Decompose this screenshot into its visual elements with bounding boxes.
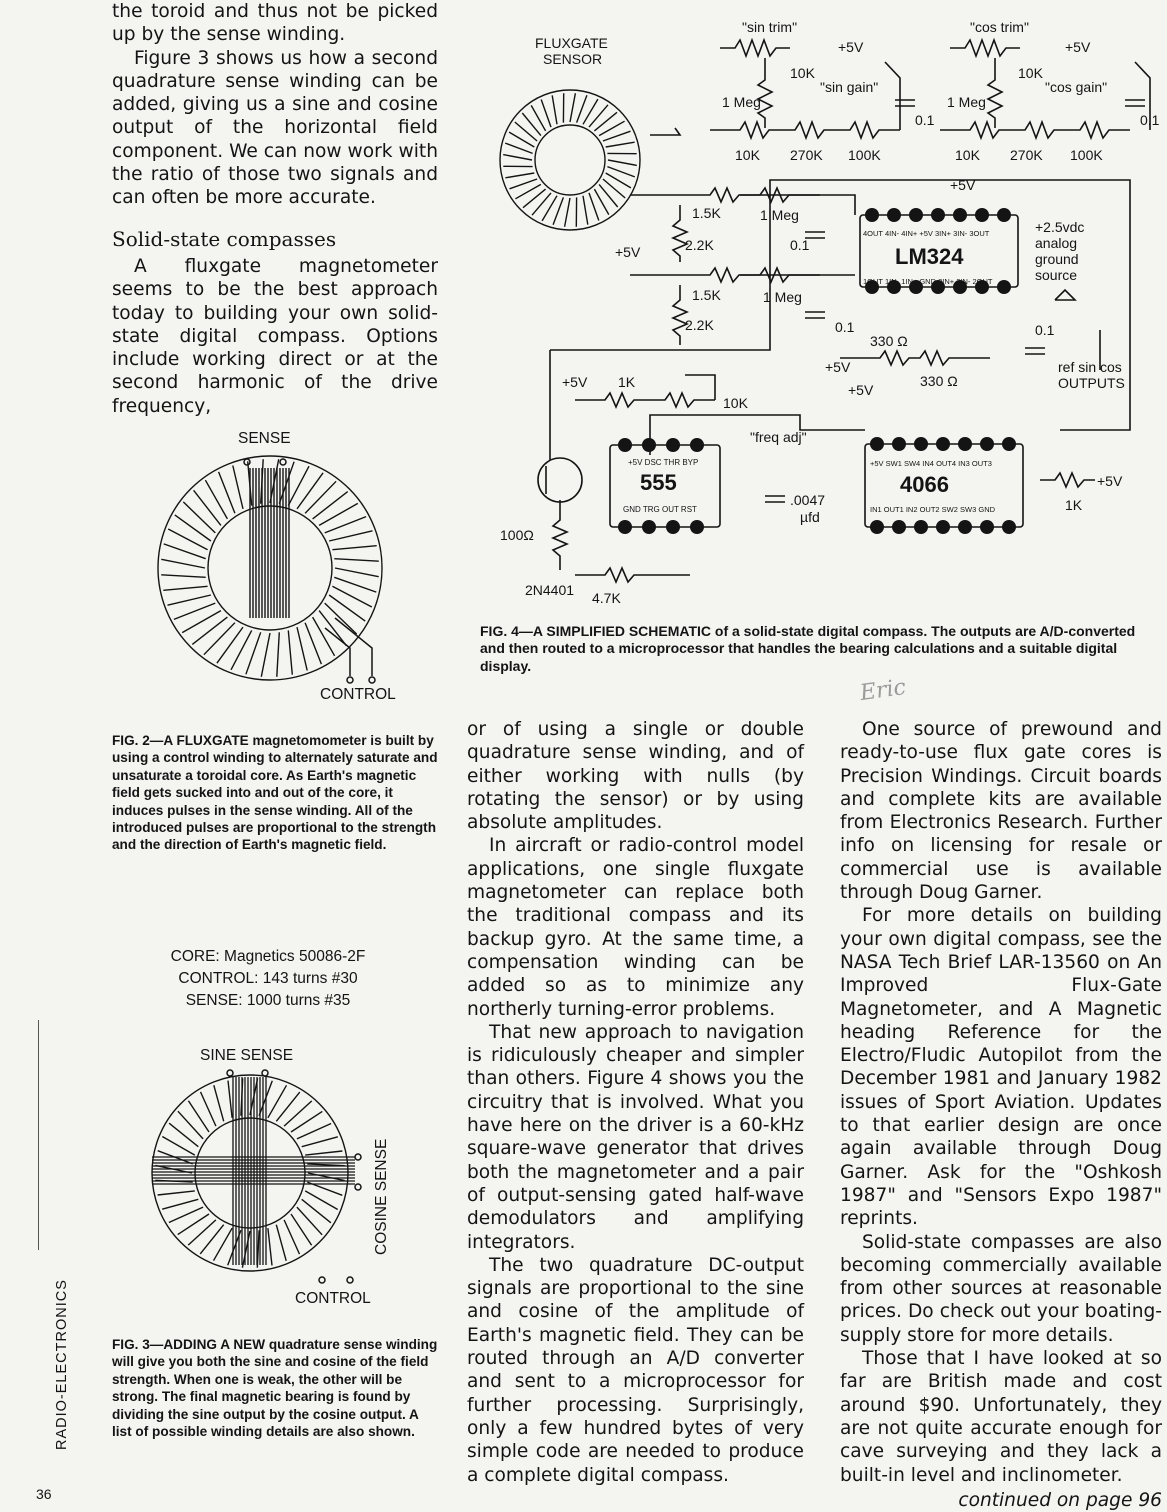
fluxgate-label-2: SENSOR — [543, 51, 602, 67]
fig4-caption — [480, 623, 1162, 675]
r-1-5k-bottom: 1.5K — [692, 287, 721, 303]
plus5v-lower-a: +5V — [825, 359, 851, 375]
plus5v-4066: +5V — [1097, 473, 1123, 489]
r-1k-555: 1K — [618, 374, 636, 390]
r-1k-4066: 1K — [1065, 497, 1083, 513]
winding-specs — [150, 946, 386, 1012]
fig3-cosine-sense-label: COSINE SENSE — [373, 1139, 391, 1255]
fig2-sense-label: SENSE — [238, 430, 291, 448]
r-10k-555: 10K — [723, 395, 749, 411]
cos-trim-label: "cos trim" — [970, 19, 1029, 35]
r-10k-sin: 10K — [790, 65, 816, 81]
r-4-7k: 4.7K — [592, 590, 621, 606]
col3-paragraph-2: For more details on building your own digital compass, see the NASA Tech Brief LAR-13560 on An Improved Flux-Gate Magnetometer, and A Magnetic heading Reference for the Electro/Fludic Autopilot from the December 1981 and January 1982 issues of Sport Aviation. Updates to that earlier design are once again available through Doug Garner. Ask for the "Oshkosh 1987" and "Sensors Expo 1987" reprints. — [840, 904, 1162, 1230]
spec-sense: SENSE: 1000 turns #35 — [150, 990, 386, 1012]
magazine-name: RADIO-ELECTRONICS — [54, 1279, 70, 1450]
outputs-row-1: ref sin cos — [1058, 359, 1122, 375]
lm324-label: LM324 — [895, 244, 964, 269]
c-01-cos: 0.1 — [1140, 112, 1160, 128]
plus5v-555: +5V — [562, 374, 588, 390]
ic4066-bottom-pins: IN1 OUT1 IN2 OUT2 SW2 SW3 GND — [870, 505, 996, 514]
sin-gain-label: "sin gain" — [820, 79, 878, 95]
plus5v-cos-trim: +5V — [1065, 39, 1091, 55]
col2-paragraph-1: or of using a single or double quadrature sense winding, and of either working with nulls (by rotating the sensor) or by using absolute amplitudes. — [467, 718, 804, 834]
fig3-toroid — [152, 1075, 348, 1271]
fig2-caption — [112, 732, 438, 854]
r-10k-sin-2: 10K — [735, 147, 761, 163]
margin-rule — [38, 1020, 39, 1250]
ic555-label: 555 — [640, 470, 677, 495]
fig2-toroid-drawing — [150, 448, 410, 688]
paragraph-figure-3: Figure 3 shows us how a second quadrature sense winding can be added, giving us a sine and cosine output of the horizontal field component. We can now work with the ratio of those two signals and can often be more accurate. — [112, 47, 438, 210]
c-0047: .0047 — [790, 492, 825, 508]
r-270k-cos: 270K — [1010, 147, 1043, 163]
fig2-control-label: CONTROL — [320, 686, 396, 704]
fig3-control-label: CONTROL — [295, 1290, 371, 1308]
col2-paragraph-2: In aircraft or radio-control model applications, one single fluxgate magnetometer can replace both the traditional compass and its backup gyro. At the same time, a compensation winding can be added so as to minimize any northerly turning-error problems. — [467, 834, 804, 1020]
handwritten-note: Eric — [858, 675, 907, 706]
fig3-caption — [112, 1336, 438, 1440]
plus5v-lower-b: +5V — [848, 382, 874, 398]
ic555-bottom-pins: GND TRG OUT RST — [623, 505, 697, 514]
c-01-bottom: 0.1 — [835, 319, 855, 335]
r-100k-sin: 100K — [848, 147, 881, 163]
fig4-sensor-toroid — [500, 90, 640, 230]
lm324-bottom-pins: 1OUT 1IN- 1IN+ GND 2IN+ 2IN- 2OUT — [863, 277, 993, 286]
paragraph-continuation: the toroid and thus not be picked up by the sense winding. — [112, 0, 438, 47]
plus5v-sensor: +5V — [615, 244, 641, 260]
cos-gain-label: "cos gain" — [1045, 79, 1107, 95]
r-10k-cos: 10K — [1018, 65, 1044, 81]
r-1meg-top: 1 Meg — [760, 207, 799, 223]
analog-ground-3: ground — [1035, 251, 1079, 267]
analog-ground-4: source — [1035, 267, 1077, 283]
r-2-2k-top: 2.2K — [685, 237, 714, 253]
sin-trim-label: "sin trim" — [742, 19, 797, 35]
ic4066-label: 4066 — [900, 472, 949, 497]
c-01-sin: 0.1 — [915, 112, 935, 128]
fig4-schematic — [480, 0, 1167, 612]
fluxgate-label-1: FLUXGATE — [535, 35, 608, 51]
page-number: 36 — [36, 1486, 52, 1502]
r-100ohm: 100Ω — [500, 527, 534, 543]
fig3-caption-body: winding will give you both the sine and cosine of the field strength. When one is weak, the other will be strong. The final magnetic bearing is found by dividing the sine output by the cosine output. A list of possible winding details are also shown. — [112, 1337, 437, 1439]
column-1-text — [112, 0, 438, 418]
fig3-caption-lead: FIG. 3—ADDING A NEW quadrature sense — [112, 1337, 382, 1352]
r-1meg-sin: 1 Meg — [722, 94, 761, 110]
col3-paragraph-4: Those that I have looked at so far are British made and cost around $90. Unfortunately, they are not quite accurate enough for cave surveying and they lack a built-in level and inclinometer. — [840, 1347, 1162, 1487]
r-270k-sin: 270K — [790, 147, 823, 163]
r-330-a: 330 Ω — [870, 333, 908, 349]
r-1meg-bottom: 1 Meg — [763, 289, 802, 305]
spec-core: CORE: Magnetics 50086-2F — [150, 946, 386, 968]
r-330-b: 330 Ω — [920, 373, 958, 389]
c-ufd: µfd — [800, 509, 820, 525]
spec-control: CONTROL: 143 turns #30 — [150, 968, 386, 990]
fig2-caption-body: built by using a control winding to alternately saturate and unsaturate a toroidal core. As Earth's magnetic field gets sucked into and out of the core, it induces pulses in the sense winding. All of the introduced pulses are proportional to the strength and the direction of Earth's magnetic field. — [112, 733, 438, 852]
column-2-text — [467, 718, 804, 1487]
lm324-top-pins: 4OUT 4IN- 4IN+ +5V 3IN+ 3IN- 3OUT — [863, 229, 990, 238]
plus5v-lm324: +5V — [950, 177, 976, 193]
fig4-caption-body: The outputs are A/D-converted and then routed to a microprocessor that handles the bearing calculations and a suitable digital display. — [480, 623, 1135, 674]
plus5v-sin-trim: +5V — [838, 39, 864, 55]
col2-paragraph-4: The two quadrature DC-output signals are proportional to the sine and cosine of the amplitude of Earth's magnetic field. They can be routed through an A/D converter and sent to a microprocessor for further processing. Surprisingly, only a few hundred bytes of very simple code are needed to produce a complete digital compass. — [467, 1254, 804, 1487]
section-heading: Solid-state compasses — [112, 228, 438, 251]
column-3-text — [840, 718, 1162, 1512]
c-01-top: 0.1 — [790, 237, 810, 253]
col2-paragraph-3: That new approach to navigation is ridiculously cheaper and simpler than others. Figure 4 shows you the circuitry that is involved. What you have here on the driver is a 60-kHz square-wave generator that drives both the magnetometer and a pair of output-sensing gated half-wave demodulators and amplifying integrators. — [467, 1021, 804, 1254]
col3-paragraph-3: Solid-state compasses are also becoming commercially available from other sources at reasonable prices. Do check out your boating-supply store for more details. — [840, 1231, 1162, 1347]
paragraph-fluxgate: A fluxgate magnetometer seems to be the best approach today to building your own solid-state digital compass. Options include working direct or at the second harmonic of the drive frequency, — [112, 255, 438, 418]
fig2-caption-lead: FIG. 2—A FLUXGATE magnetomometer is — [112, 733, 382, 748]
c-01-right: 0.1 — [1035, 322, 1055, 338]
r-100k-cos: 100K — [1070, 147, 1103, 163]
fig4-caption-lead: FIG. 4—A SIMPLIFIED SCHEMATIC of a solid-state digital compass. — [480, 623, 927, 639]
transistor-label: 2N4401 — [525, 582, 574, 598]
freq-adj-label: "freq adj" — [750, 429, 807, 445]
analog-ground-1: +2.5vdc — [1035, 219, 1084, 235]
ic4066-top-pins: +5V SW1 SW4 IN4 OUT4 IN3 OUT3 — [870, 459, 992, 468]
fig3-sine-sense-label: SINE SENSE — [200, 1047, 293, 1065]
r-1meg-cos: 1 Meg — [947, 94, 986, 110]
r-2-2k-bottom: 2.2K — [685, 317, 714, 333]
fig3-quadrature-toroid-drawing — [140, 1065, 390, 1290]
ic555-top-pins: +5V DSC THR BYP — [628, 458, 698, 467]
continued-note: continued on page 96 — [840, 1489, 1162, 1512]
transistor-2n4401 — [538, 458, 582, 502]
r-1-5k-top: 1.5K — [692, 205, 721, 221]
analog-ground-2: analog — [1035, 235, 1077, 251]
outputs-row-2: OUTPUTS — [1058, 375, 1125, 391]
r-10k-cos-2: 10K — [955, 147, 981, 163]
col3-paragraph-1: One source of prewound and ready-to-use flux gate cores is Precision Windings. Circuit boards and complete kits are available from Electronics Research. Further info on licensing for resale or commercial use is available through Doug Garner. — [840, 718, 1162, 904]
